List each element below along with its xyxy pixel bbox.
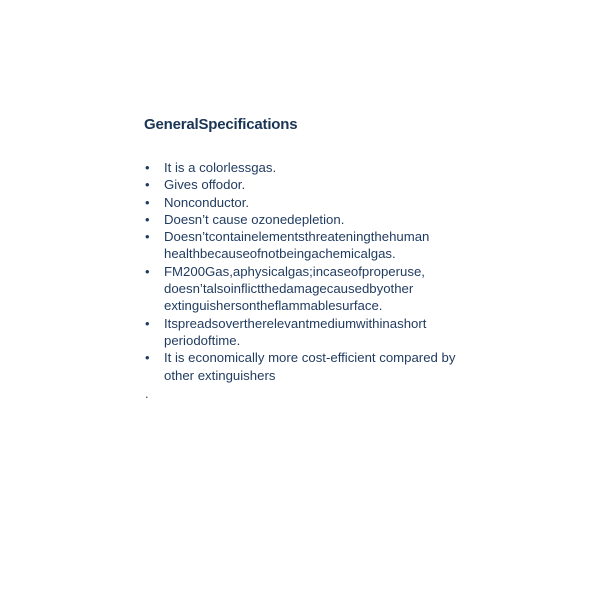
list-item-text: Doesn’t cause ozonedepletion.: [164, 211, 345, 227]
list-item: [144, 263, 474, 315]
bullet-icon: •: [145, 263, 150, 279]
list-item-text: Gives offodor.: [164, 177, 246, 193]
list-item-text: FM200Gas,aphysicalgas;incaseofproperuse, doesn’talsoinflictthedamagecausedbyother extinguishersontheflammablesurface.: [164, 263, 425, 314]
bullet-icon: •: [145, 177, 150, 193]
bullet-icon: •: [145, 229, 150, 245]
bullet-icon: •: [145, 160, 150, 175]
list-item-text: Doesn’tcontainelementsthreateningthehuman healthbecauseofnotbeingachemicalgas.: [164, 229, 430, 262]
list-item: [144, 176, 474, 193]
list-item-text: Itspreadsovertherelevantmediumwithinashort periodoftime.: [164, 315, 427, 348]
list-item-text: Nonconductor.: [164, 194, 250, 210]
list-item: [144, 211, 474, 228]
trailing-period: .: [145, 385, 149, 401]
list-item-text: It is a colorlessgas.: [164, 160, 277, 175]
list-item: [144, 315, 474, 350]
bullet-icon: •: [145, 315, 150, 331]
list-item: [144, 159, 474, 176]
bullet-icon: •: [145, 194, 150, 210]
bullet-icon: •: [145, 211, 150, 227]
specifications-section: [144, 116, 474, 402]
specifications-list: [144, 159, 474, 384]
list-item: [144, 194, 474, 211]
bullet-icon: •: [145, 350, 150, 366]
list-item: [144, 228, 474, 263]
list-item: [144, 349, 474, 384]
section-title: GeneralSpecifications: [144, 116, 298, 133]
list-item-text: It is economically more cost-efficient compared by other extinguishers: [164, 350, 456, 383]
